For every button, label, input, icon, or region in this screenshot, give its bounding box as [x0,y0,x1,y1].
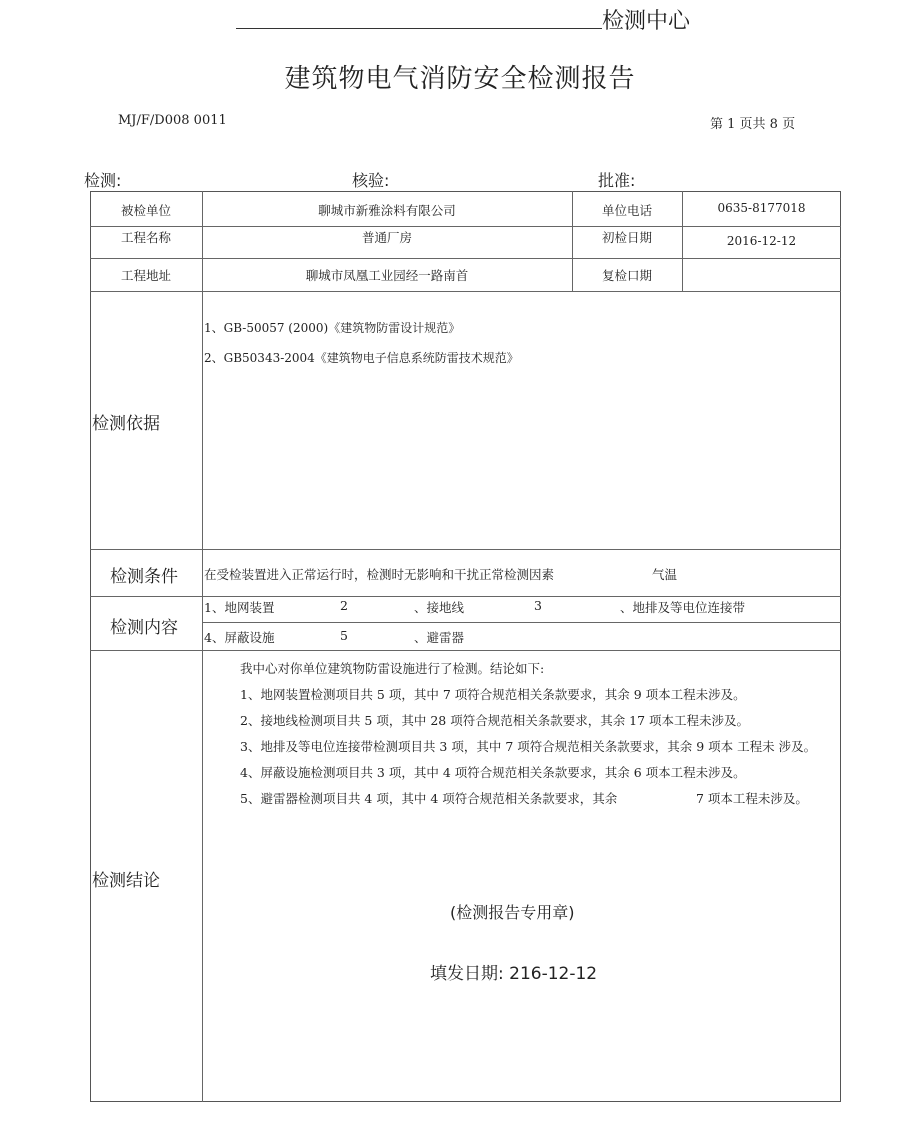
conclusion-label: 检测结论 [92,871,160,891]
phone-value: 0635-8177018 [717,201,806,215]
conclusion-line: 1、地网装置检测项目共 5 项，其中 7 项符合规范相关条款要求，其余 9 项本工程未涉及。 [240,687,746,702]
content-item-number: 3 [534,598,542,613]
conditions-label: 检测条件 [110,567,178,587]
content-inner-divider [202,622,841,623]
content-item-bonding-strip: 、地排及等电位连接带 [620,600,746,615]
content-item-number: 2 [340,598,348,613]
column-divider [202,191,203,1102]
reviewer-signature: 核验: [352,171,390,190]
basis-item: 1、GB-50057 (2000)《建筑物防雷设计规范》 [204,321,461,335]
address-value: 聊城市凤凰工业园经一路南首 [305,268,469,283]
phone-label: 单位电话 [601,203,652,218]
content-item-arrester: 、避雷器 [414,630,465,645]
content-item-shielding: 4、屏蔽设施 [204,630,275,645]
conditions-temperature: 气温 [652,567,678,582]
conclusion-line: 7 项本工程未涉及。 [696,791,808,806]
unit-value: 聊城市新雅涂料有限公司 [318,203,456,218]
report-stamp: (检测报告专用章) [450,903,575,922]
document-code: MJ/F/D008 0011 [118,113,227,128]
content-item-ground-net: 1、地网装置 [204,600,275,615]
conclusion-line: 4、屏蔽设施检测项目共 3 项，其中 4 项符合规范相关条款要求，其余 6 项本工程未涉及。 [240,765,746,780]
conditions-text: 在受检装置进入正常运行时，检测时无影响和干扰正常检测因素 [204,567,555,582]
issue-date: 填发日期: 216-12-12 [430,964,598,984]
conclusion-line: 5、避雷器检测项目共 4 项，其中 4 项符合规范相关条款要求，其余 [240,791,618,806]
address-label: 工程地址 [120,268,171,283]
first-date-label: 初检日期 [601,230,652,245]
unit-label: 被检单位 [120,203,171,218]
conclusion-line: 2、接地线检测项目共 5 项，其中 28 项符合规范相关条款要求，其余 17 项本工程未涉及。 [240,713,750,728]
header-underline [236,28,602,29]
project-value: 普通厂房 [361,230,412,245]
basis-item: 2、GB50343-2004《建筑物电子信息系统防雷技术规范》 [204,351,519,365]
content-item-number: 5 [340,628,348,643]
center-name: 检测中心 [602,9,691,34]
basis-label: 检测依据 [92,414,160,434]
approver-signature: 批准: [598,171,636,190]
conclusion-line: 3、地排及等电位连接带检测项目共 3 项，其中 7 项符合规范相关条款要求，其余 9 项本 工程未 涉及。 [240,739,817,754]
conclusion-intro: 我中心对你单位建筑物防雷设施进行了检测。结论如下: [240,661,545,676]
recheck-label: 复检口期 [601,268,652,283]
page-info: 第 1 页共 8 页 [710,117,796,132]
content-label: 检测内容 [110,618,178,638]
report-title: 建筑物电气消防安全检测报告 [284,64,636,94]
project-label: 工程名称 [120,230,171,245]
inspector-signature: 检测: [84,171,122,190]
content-item-ground-wire: 、接地线 [414,600,465,615]
first-date-value: 2016-12-12 [726,234,797,248]
